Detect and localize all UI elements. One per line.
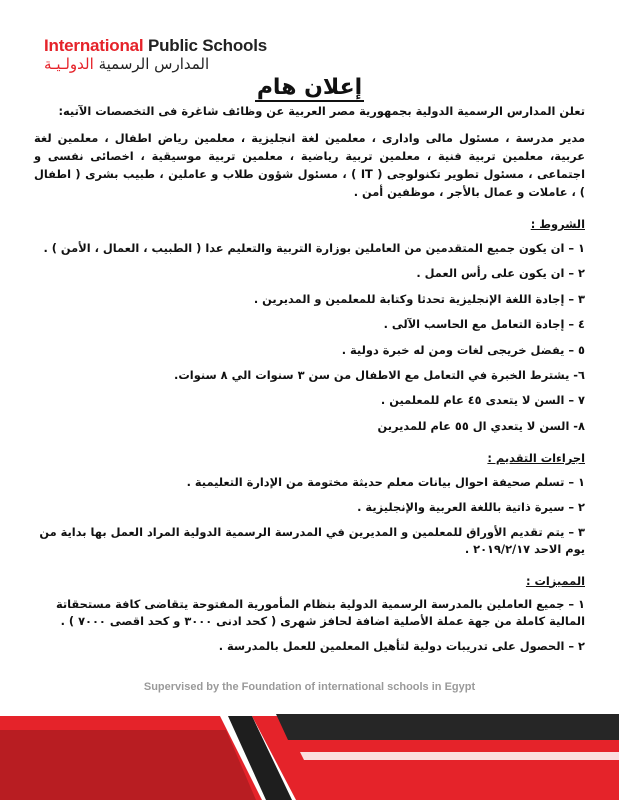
condition-item: ٤ – إجادة التعامل مع الحاسب الآلى . — [383, 317, 585, 332]
benefits-heading: المميزات : — [525, 573, 585, 588]
jobs-list: مدير مدرسة ، مسئول مالى وادارى ، معلمين لغة انجليزية ، معلمين رياض اطفال ، معلمين لغة عربية، معلمين تربية فنية ، معلمين تربية رياضية ، معلمين تربية موسيقية ، اخصائى نفسى و اجتماعى ، مسئول تطوير تكنولوجى ( IT ) ، مسئول شؤون طلاب و عاملين ، طبيب بشرى ( اطفال ) ، عاملات و عمال بالأجر ، موظفين أمن . — [34, 131, 585, 199]
logo-public-schools: Public Schools — [147, 36, 268, 55]
procedure-item: ١ – تسلم صحيفة احوال بيانات معلم حديثة مختومة من الإدارة التعليمية . — [186, 474, 585, 489]
condition-item: ٧ – السن لا يتعدى ٤٥ عام للمعلمين . — [380, 393, 585, 408]
footer-decorative-band — [0, 700, 619, 800]
benefit-item: ١ – جميع العاملين بالمدرسة الرسمية الدولية بنظام المأمورية المفتوحة يتقاضى كافة مستحقاتة المالية كاملة من جهة عملة الأصلية اضافة لحافز شهرى ( كحد ادنى ٣٠٠٠ و كحد اقصى ٧٠٠٠ ) . — [55, 596, 585, 628]
intro-text: تعلن المدارس الرسمية الدولية بجمهورية مصر العربية عن وظائف شاغرة فى التخصصات الآتيه: — [58, 104, 585, 118]
conditions-heading: الشروط : — [530, 217, 585, 231]
benefit-item: ٢ – الحصول على تدريبات دولية لتأهيل المعلمين للعمل بالمدرسة . — [218, 638, 585, 653]
condition-item: ٢ – ان يكون على رأس العمل . — [416, 266, 585, 281]
logo-international: International — [44, 36, 144, 55]
logo-arabic — [44, 56, 284, 73]
logo-arabic-part1: المدارس الرسمية — [98, 55, 210, 73]
procedure-item: ٢ – سيرة ذاتية باللغة العربية والإنجليزية . — [357, 500, 585, 515]
title-text: إعلان هام — [256, 75, 363, 100]
announcement-title — [0, 74, 619, 102]
condition-item: ٦- يشترط الخبرة في التعامل مع الاطفال من سن ٣ سنوات الي ٨ سنوات. — [174, 367, 585, 382]
procedure-item: ٣ – يتم تقديم الأوراق للمعلمين و المديرين في المدرسة الرسمية الدولية المراد العمل بها بداية من يوم الاحد ٢٠١٩/٢/١٧ . — [39, 524, 585, 556]
footer-supervision-text: Supervised by the Foundation of international schools in Egypt — [143, 681, 476, 693]
announcement-body — [34, 102, 585, 655]
condition-item: ٣ – إجادة اللغة الإنجليزية تحدثا وكتابة للمعلمين و المديرين . — [253, 291, 585, 306]
procedures-heading: اجراءات التقديم : — [487, 450, 585, 465]
logo-arabic-part2: الدولـيـة — [44, 55, 94, 73]
condition-item: ٥ – يفضل خريجى لغات ومن له خبرة دولية . — [341, 342, 585, 357]
logo-english — [44, 36, 284, 55]
condition-item: ١ – ان يكون جميع المتقدمين من العاملين بوزارة التربية والتعليم عدا ( الطبيب ، العمال ، الأمن ) . — [43, 241, 585, 255]
school-logo — [44, 36, 284, 73]
condition-item: ٨- السن لا يتعدي ال ٥٥ عام للمديرين — [377, 418, 585, 433]
